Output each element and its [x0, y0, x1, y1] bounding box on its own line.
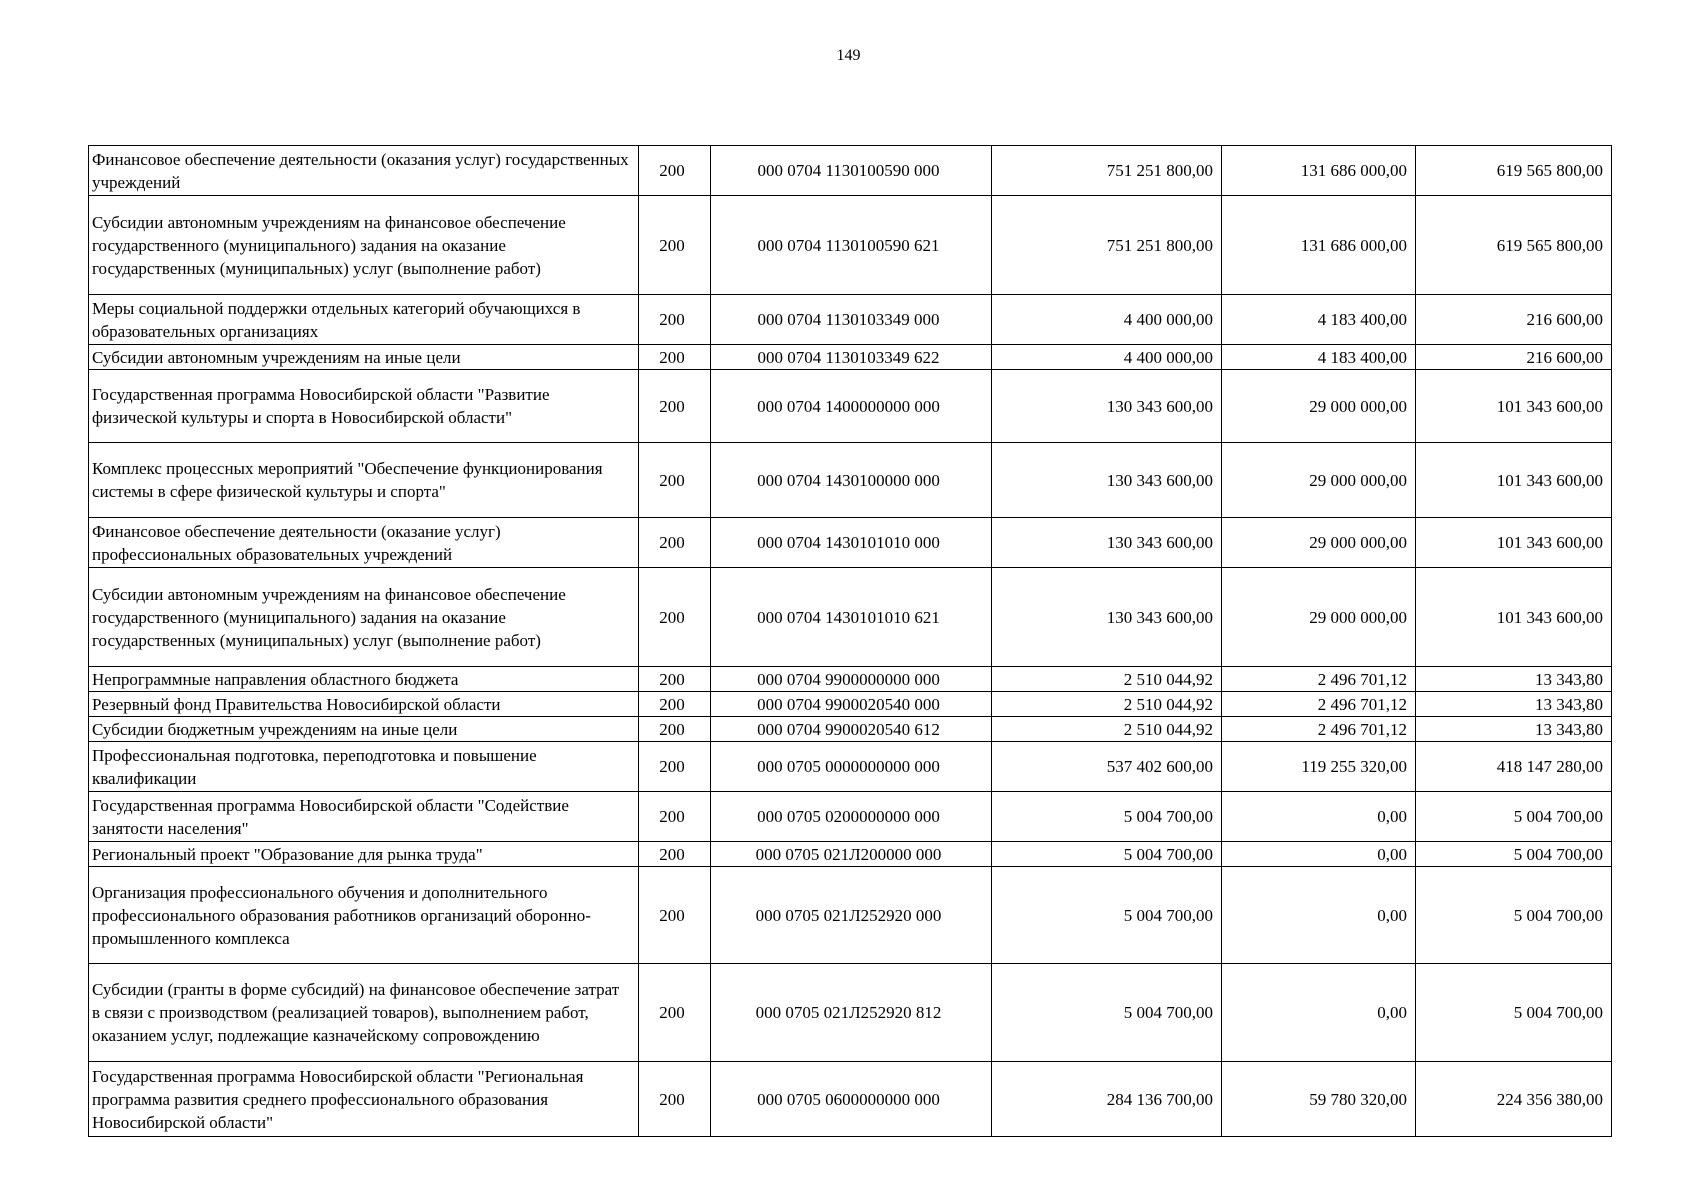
table-row	[89, 717, 1612, 742]
row-kbk: 000 0704 9900020540 612	[711, 717, 992, 742]
row-kbk: 000 0704 1130103349 000	[711, 295, 992, 345]
row-code: 200	[639, 667, 711, 692]
row-name: Субсидии автономным учреждениям на финансовое обеспечение государственного (муниципального) задания на оказание государственных (муниципальных) услуг (выполнение работ)	[89, 568, 639, 667]
row-name: Субсидии автономным учреждениям на финансовое обеспечение государственного (муниципального) задания на оказание государственных (муниципальных) услуг (выполнение работ)	[89, 196, 639, 295]
row-code: 200	[639, 717, 711, 742]
row-kbk: 000 0705 021Л200000 000	[711, 842, 992, 867]
row-unexecuted: 5 004 700,00	[1416, 964, 1612, 1062]
table-row	[89, 518, 1612, 568]
row-code: 200	[639, 692, 711, 717]
row-name: Субсидии (гранты в форме субсидий) на финансовое обеспечение затрат в связи с производством (реализацией товаров), выполнением работ, оказанием услуг, подлежащие казначейскому сопровождению	[89, 964, 639, 1062]
row-name: Финансовое обеспечение деятельности (оказания услуг) государственных учреждений	[89, 146, 639, 196]
row-kbk: 000 0704 1130100590 621	[711, 196, 992, 295]
row-approved: 130 343 600,00	[992, 370, 1222, 443]
row-code: 200	[639, 742, 711, 792]
row-executed: 0,00	[1222, 792, 1416, 842]
row-approved: 2 510 044,92	[992, 692, 1222, 717]
row-code: 200	[639, 792, 711, 842]
row-code: 200	[639, 146, 711, 196]
table-row	[89, 345, 1612, 370]
row-executed: 2 496 701,12	[1222, 692, 1416, 717]
row-code: 200	[639, 345, 711, 370]
row-kbk: 000 0704 1430101010 000	[711, 518, 992, 568]
row-approved: 2 510 044,92	[992, 717, 1222, 742]
row-unexecuted: 619 565 800,00	[1416, 196, 1612, 295]
table-row	[89, 443, 1612, 518]
row-kbk: 000 0705 0600000000 000	[711, 1062, 992, 1137]
row-executed: 0,00	[1222, 867, 1416, 964]
row-approved: 5 004 700,00	[992, 867, 1222, 964]
row-approved: 284 136 700,00	[992, 1062, 1222, 1137]
table-row	[89, 842, 1612, 867]
row-name: Меры социальной поддержки отдельных категорий обучающихся в образовательных организациях	[89, 295, 639, 345]
row-executed: 0,00	[1222, 964, 1416, 1062]
table-row	[89, 146, 1612, 196]
row-name: Резервный фонд Правительства Новосибирской области	[89, 692, 639, 717]
row-unexecuted: 216 600,00	[1416, 295, 1612, 345]
row-approved: 2 510 044,92	[992, 667, 1222, 692]
row-approved: 5 004 700,00	[992, 964, 1222, 1062]
row-unexecuted: 619 565 800,00	[1416, 146, 1612, 196]
row-approved: 130 343 600,00	[992, 568, 1222, 667]
row-name: Государственная программа Новосибирской области "Развитие физической культуры и спорта в Новосибирской области"	[89, 370, 639, 443]
row-code: 200	[639, 295, 711, 345]
row-name: Финансовое обеспечение деятельности (оказание услуг) профессиональных образовательных учреждений	[89, 518, 639, 568]
row-approved: 537 402 600,00	[992, 742, 1222, 792]
row-code: 200	[639, 196, 711, 295]
row-kbk: 000 0704 1430101010 621	[711, 568, 992, 667]
row-kbk: 000 0704 1430100000 000	[711, 443, 992, 518]
row-executed: 29 000 000,00	[1222, 443, 1416, 518]
row-kbk: 000 0704 9900020540 000	[711, 692, 992, 717]
table-row	[89, 568, 1612, 667]
row-code: 200	[639, 1062, 711, 1137]
row-unexecuted: 13 343,80	[1416, 717, 1612, 742]
row-executed: 2 496 701,12	[1222, 667, 1416, 692]
row-code: 200	[639, 370, 711, 443]
row-approved: 130 343 600,00	[992, 443, 1222, 518]
row-name: Организация профессионального обучения и дополнительного профессионального образования работников организаций оборонно-промышленного комплекса	[89, 867, 639, 964]
row-kbk: 000 0705 0000000000 000	[711, 742, 992, 792]
row-name: Субсидии автономным учреждениям на иные цели	[89, 345, 639, 370]
row-executed: 29 000 000,00	[1222, 568, 1416, 667]
row-executed: 59 780 320,00	[1222, 1062, 1416, 1137]
row-approved: 751 251 800,00	[992, 196, 1222, 295]
row-unexecuted: 5 004 700,00	[1416, 792, 1612, 842]
row-kbk: 000 0704 1400000000 000	[711, 370, 992, 443]
row-code: 200	[639, 842, 711, 867]
row-executed: 29 000 000,00	[1222, 518, 1416, 568]
table-row	[89, 867, 1612, 964]
row-kbk: 000 0705 021Л252920 812	[711, 964, 992, 1062]
row-name: Государственная программа Новосибирской области "Содействие занятости населения"	[89, 792, 639, 842]
table-row	[89, 196, 1612, 295]
row-unexecuted: 13 343,80	[1416, 692, 1612, 717]
row-code: 200	[639, 443, 711, 518]
table-row	[89, 1062, 1612, 1137]
table-row	[89, 295, 1612, 345]
table-body	[89, 146, 1612, 1137]
table-row	[89, 370, 1612, 443]
row-executed: 131 686 000,00	[1222, 146, 1416, 196]
row-unexecuted: 101 343 600,00	[1416, 518, 1612, 568]
row-executed: 131 686 000,00	[1222, 196, 1416, 295]
row-executed: 4 183 400,00	[1222, 295, 1416, 345]
row-executed: 0,00	[1222, 842, 1416, 867]
row-unexecuted: 224 356 380,00	[1416, 1062, 1612, 1137]
row-name: Комплекс процессных мероприятий "Обеспечение функционирования системы в сфере физической культуры и спорта"	[89, 443, 639, 518]
row-approved: 751 251 800,00	[992, 146, 1222, 196]
row-executed: 29 000 000,00	[1222, 370, 1416, 443]
row-code: 200	[639, 568, 711, 667]
row-kbk: 000 0704 9900000000 000	[711, 667, 992, 692]
row-approved: 5 004 700,00	[992, 792, 1222, 842]
row-name: Непрограммные направления областного бюджета	[89, 667, 639, 692]
row-code: 200	[639, 867, 711, 964]
row-unexecuted: 5 004 700,00	[1416, 867, 1612, 964]
table-row	[89, 964, 1612, 1062]
row-executed: 119 255 320,00	[1222, 742, 1416, 792]
row-approved: 4 400 000,00	[992, 295, 1222, 345]
row-code: 200	[639, 518, 711, 568]
row-unexecuted: 216 600,00	[1416, 345, 1612, 370]
row-name: Субсидии бюджетным учреждениям на иные цели	[89, 717, 639, 742]
row-unexecuted: 101 343 600,00	[1416, 568, 1612, 667]
row-approved: 5 004 700,00	[992, 842, 1222, 867]
row-unexecuted: 101 343 600,00	[1416, 370, 1612, 443]
row-executed: 4 183 400,00	[1222, 345, 1416, 370]
row-approved: 130 343 600,00	[992, 518, 1222, 568]
row-kbk: 000 0705 0200000000 000	[711, 792, 992, 842]
row-kbk: 000 0704 1130103349 622	[711, 345, 992, 370]
table-row	[89, 742, 1612, 792]
row-kbk: 000 0704 1130100590 000	[711, 146, 992, 196]
row-unexecuted: 101 343 600,00	[1416, 443, 1612, 518]
page-number: 149	[836, 47, 861, 64]
row-unexecuted: 13 343,80	[1416, 667, 1612, 692]
table-row	[89, 692, 1612, 717]
row-kbk: 000 0705 021Л252920 000	[711, 867, 992, 964]
table-row	[89, 667, 1612, 692]
row-unexecuted: 5 004 700,00	[1416, 842, 1612, 867]
row-unexecuted: 418 147 280,00	[1416, 742, 1612, 792]
row-name: Региональный проект "Образование для рынка труда"	[89, 842, 639, 867]
budget-execution-table	[88, 145, 1612, 1137]
row-executed: 2 496 701,12	[1222, 717, 1416, 742]
table-row	[89, 792, 1612, 842]
row-name: Профессиональная подготовка, переподготовка и повышение квалификации	[89, 742, 639, 792]
row-approved: 4 400 000,00	[992, 345, 1222, 370]
row-name: Государственная программа Новосибирской области "Региональная программа развития среднего профессионального образования Новосибирской области"	[89, 1062, 639, 1137]
row-code: 200	[639, 964, 711, 1062]
